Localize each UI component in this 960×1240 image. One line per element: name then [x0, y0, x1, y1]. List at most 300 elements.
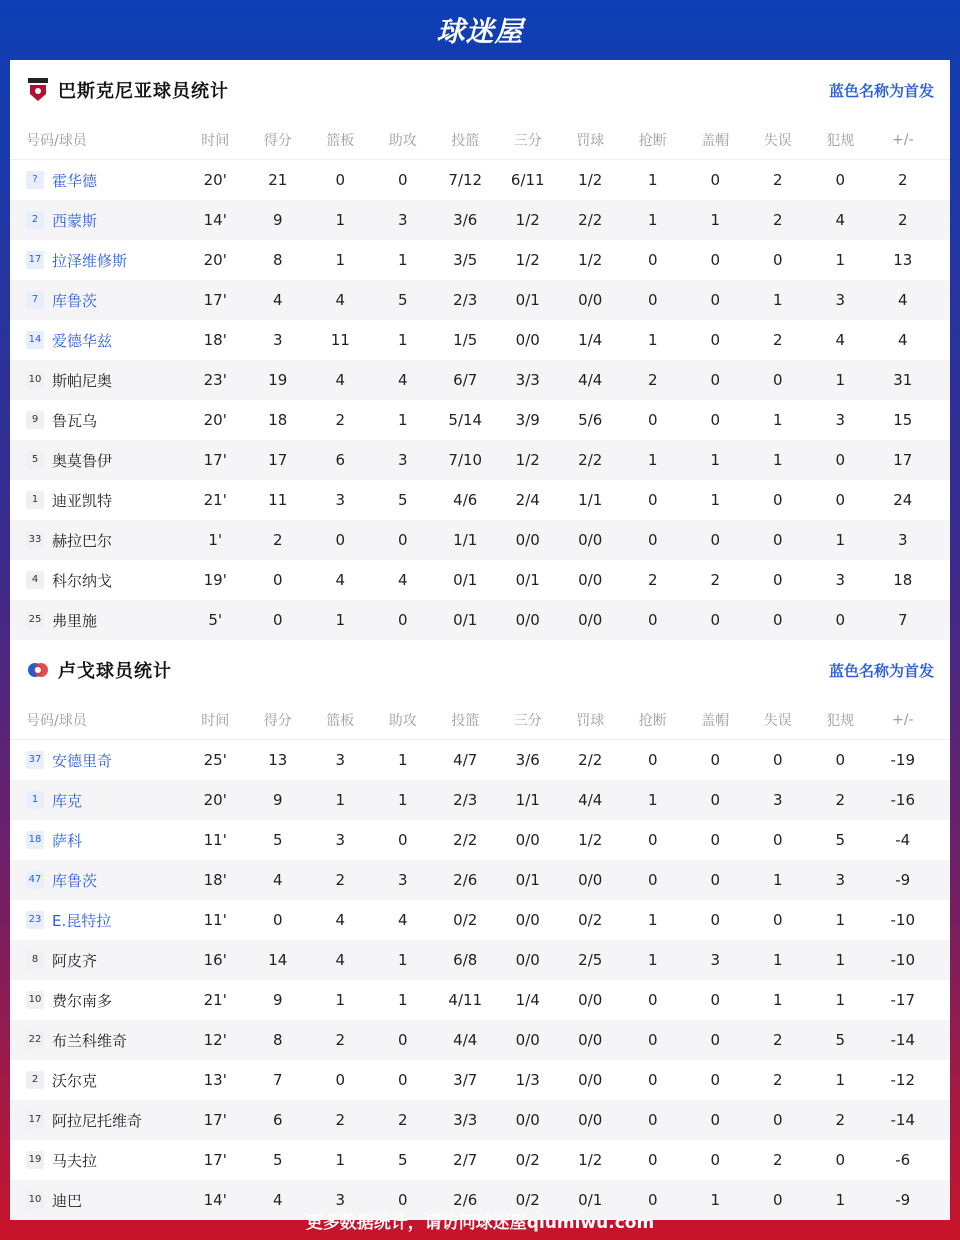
stat-cell: 3 — [335, 491, 346, 509]
stat-cell: 0 — [772, 831, 783, 849]
stat-cell: 0/1 — [515, 571, 540, 589]
stat-cell: 0 — [772, 531, 783, 549]
stat-cell: 0 — [710, 531, 721, 549]
stat-cell: 0 — [835, 491, 846, 509]
table-row[interactable] — [10, 740, 950, 780]
table-row[interactable] — [10, 600, 950, 640]
player-name[interactable]: 迪亚凯特 — [52, 491, 113, 510]
stat-cell: 4 — [272, 291, 283, 309]
jersey-number: 1 — [26, 791, 44, 809]
stat-cell: 14' — [203, 1191, 227, 1209]
stat-cell: -10 — [890, 951, 915, 969]
player-cell — [10, 170, 184, 191]
jersey-number: 19 — [26, 1151, 44, 1169]
stat-cell: 12' — [203, 1031, 227, 1049]
stat-cell: 0 — [397, 1031, 408, 1049]
stat-cell: 2/6 — [453, 1191, 478, 1209]
stat-cell: 0 — [772, 911, 783, 929]
stat-cell: 1/3 — [515, 1071, 540, 1089]
player-name[interactable]: 库鲁茨 — [52, 291, 98, 310]
stat-cell: 0 — [710, 1071, 721, 1089]
jersey-number: 2 — [26, 211, 44, 229]
stat-cell: 3 — [335, 1191, 346, 1209]
player-cell — [10, 830, 184, 851]
player-name[interactable]: 费尔南多 — [52, 991, 113, 1010]
stat-cell: 3 — [272, 331, 283, 349]
section-header — [10, 60, 950, 120]
stat-cell: 0 — [647, 871, 658, 889]
stat-cell: 0 — [647, 491, 658, 509]
jersey-number: 33 — [26, 531, 44, 549]
table-row[interactable] — [10, 280, 950, 320]
stat-cell: 0 — [647, 291, 658, 309]
stat-cell: 18' — [203, 331, 227, 349]
jersey-number: 4 — [26, 571, 44, 589]
stat-cell: 0 — [647, 1191, 658, 1209]
jersey-number: 7 — [26, 291, 44, 309]
stat-cell: 4 — [272, 1191, 283, 1209]
column-header: 号码/球员 — [26, 132, 87, 149]
stat-cell: 4 — [835, 331, 846, 349]
stat-cell: 2 — [772, 211, 783, 229]
stat-cell: 19 — [268, 371, 288, 389]
stat-cell: 1 — [772, 291, 783, 309]
stat-cell: 0/0 — [578, 531, 603, 549]
stat-cell: 3 — [397, 211, 408, 229]
stat-cell: 1 — [772, 871, 783, 889]
stat-cell: 0 — [647, 751, 658, 769]
column-header: 助攻 — [388, 132, 417, 149]
stat-cell: 0 — [772, 571, 783, 589]
stat-cell: 11' — [203, 831, 227, 849]
player-name[interactable]: 沃尔克 — [52, 1071, 98, 1090]
column-header: 三分 — [513, 132, 542, 149]
stat-cell: 3 — [397, 871, 408, 889]
stat-cell: 7/12 — [448, 171, 483, 189]
stat-cell: 0/0 — [578, 571, 603, 589]
stat-cell: -17 — [890, 991, 915, 1009]
stat-cell: 20' — [203, 791, 227, 809]
stat-cell: 0 — [835, 171, 846, 189]
stat-cell: 20' — [203, 411, 227, 429]
stat-cell: 1 — [397, 751, 408, 769]
stat-cell: 6 — [335, 451, 346, 469]
player-name[interactable]: 安德里奇 — [52, 751, 113, 770]
jersey-number: 8 — [26, 951, 44, 969]
jersey-number: 17 — [26, 1111, 44, 1129]
stat-cell: 6/8 — [453, 951, 478, 969]
stat-cell: 19' — [203, 571, 227, 589]
starter-note: 蓝色名称为首发 — [828, 81, 934, 100]
player-table — [10, 740, 950, 1220]
stat-cell: 0 — [710, 1111, 721, 1129]
stat-cell: 4/6 — [453, 491, 478, 509]
stat-cell: 0 — [710, 871, 721, 889]
stat-cell: 1 — [835, 991, 846, 1009]
player-name[interactable]: 爱德华兹 — [52, 331, 113, 350]
stat-cell: -16 — [890, 791, 915, 809]
stat-cell: 1 — [835, 911, 846, 929]
stat-cell: 1/2 — [515, 251, 540, 269]
table-row[interactable] — [10, 520, 950, 560]
stat-cell: -12 — [890, 1071, 915, 1089]
stat-cell: 8 — [272, 1031, 283, 1049]
stat-cell: 4 — [335, 571, 346, 589]
stat-cell: 1/1 — [578, 491, 603, 509]
stat-cell: 0/0 — [515, 911, 540, 929]
stat-cell: 0/1 — [453, 611, 478, 629]
stat-cell: -14 — [890, 1031, 915, 1049]
stat-cell: 3 — [772, 791, 783, 809]
baskonia-logo-icon — [26, 78, 50, 102]
column-header: 得分 — [263, 712, 292, 729]
stat-cell: 0 — [772, 1111, 783, 1129]
stat-cell: 0/0 — [515, 531, 540, 549]
stat-cell: 1 — [772, 411, 783, 429]
player-name[interactable]: 马夫拉 — [52, 1151, 98, 1170]
stat-cell: 2 — [835, 791, 846, 809]
table-row[interactable] — [10, 940, 950, 980]
stat-cell: 0/2 — [453, 911, 478, 929]
stat-cell: 3/6 — [515, 751, 540, 769]
stat-cell: 1 — [335, 1151, 346, 1169]
stat-cell: 0 — [710, 411, 721, 429]
table-row[interactable] — [10, 440, 950, 480]
stat-cell: 7/10 — [448, 451, 483, 469]
stat-cell: 0 — [710, 991, 721, 1009]
column-header: 失误 — [763, 712, 792, 729]
stat-cell: 0 — [647, 411, 658, 429]
player-name[interactable]: 迪巴 — [52, 1191, 83, 1210]
stat-cell: 4 — [397, 911, 408, 929]
stat-cell: 5 — [397, 1151, 408, 1169]
stat-cell: 1 — [647, 211, 658, 229]
stat-cell: 18 — [268, 411, 288, 429]
player-name[interactable]: 奥莫鲁伊 — [52, 451, 113, 470]
stat-cell: 4 — [835, 211, 846, 229]
table-row[interactable] — [10, 160, 950, 200]
stat-cell: -9 — [895, 1191, 911, 1209]
stat-cell: 0 — [647, 531, 658, 549]
stat-cell: 1 — [772, 451, 783, 469]
jersey-number: 37 — [26, 751, 44, 769]
jersey-number: 18 — [26, 831, 44, 849]
stat-cell: 2/2 — [578, 451, 603, 469]
stat-cell: 18 — [893, 571, 913, 589]
player-cell — [10, 1030, 184, 1051]
stat-cell: 6/11 — [510, 171, 545, 189]
stat-cell: 4 — [335, 951, 346, 969]
table-row[interactable] — [10, 860, 950, 900]
stat-cell: 0 — [772, 611, 783, 629]
column-header: 助攻 — [388, 712, 417, 729]
stat-cell: 0 — [272, 611, 283, 629]
stat-cell: 1 — [772, 951, 783, 969]
stat-cell: 1 — [335, 611, 346, 629]
table-row[interactable] — [10, 820, 950, 860]
stat-cell: 4 — [397, 371, 408, 389]
stat-cell: 11 — [330, 331, 350, 349]
player-name[interactable]: 西蒙斯 — [52, 211, 98, 230]
stat-cell: 1 — [335, 211, 346, 229]
player-name[interactable]: 斯帕尼奥 — [52, 371, 113, 390]
stat-cell: 9 — [272, 211, 283, 229]
stat-cell: 17 — [268, 451, 288, 469]
stat-cell: 1 — [647, 171, 658, 189]
stat-cell: 0 — [647, 251, 658, 269]
player-table — [10, 160, 950, 640]
stat-cell: 2 — [335, 411, 346, 429]
table-row[interactable] — [10, 200, 950, 240]
team-section — [10, 60, 950, 640]
jersey-number: 47 — [26, 871, 44, 889]
stat-cell: 0 — [772, 371, 783, 389]
stat-cell: 17' — [203, 291, 227, 309]
section-header — [10, 640, 950, 700]
stat-cell: 0/1 — [578, 1191, 603, 1209]
stat-cell: 0 — [710, 1151, 721, 1169]
stat-cell: 3 — [835, 571, 846, 589]
stat-cell: 4 — [335, 911, 346, 929]
stat-cell: 15 — [893, 411, 913, 429]
stat-cell: 0/0 — [578, 871, 603, 889]
table-row[interactable] — [10, 480, 950, 520]
player-name[interactable]: 科尔纳戈 — [52, 571, 113, 590]
stat-cell: 2/3 — [453, 291, 478, 309]
player-name[interactable]: 阿拉尼托维奇 — [52, 1111, 143, 1130]
player-cell — [10, 750, 184, 771]
stat-cell: 0 — [397, 1071, 408, 1089]
player-name[interactable]: 萨科 — [52, 831, 83, 850]
column-header: 时间 — [201, 132, 230, 149]
player-name[interactable]: 霍华德 — [52, 171, 98, 190]
stat-cell: 17' — [203, 451, 227, 469]
stat-cell: 3 — [335, 831, 346, 849]
column-header: 盖帽 — [701, 132, 730, 149]
stat-cell: 1 — [397, 791, 408, 809]
stat-cell: 1 — [397, 951, 408, 969]
column-header: 三分 — [513, 712, 542, 729]
player-name[interactable]: 库克 — [52, 791, 83, 810]
stat-cell: 1 — [772, 991, 783, 1009]
brand-logo: 球迷屋 — [436, 15, 524, 48]
stat-cell: 17' — [203, 1111, 227, 1129]
jersey-number: 17 — [26, 251, 44, 269]
stat-cell: 3 — [835, 411, 846, 429]
stat-cell: 0 — [335, 1071, 346, 1089]
stat-cell: 9 — [272, 991, 283, 1009]
jersey-number: 25 — [26, 611, 44, 629]
player-cell — [10, 870, 184, 891]
column-header: +/- — [892, 711, 914, 728]
stat-cell: 20' — [203, 251, 227, 269]
stat-cell: 2/6 — [453, 871, 478, 889]
stat-cell: 31 — [893, 371, 913, 389]
column-header: 抢断 — [638, 132, 667, 149]
stat-cell: 0 — [772, 1191, 783, 1209]
player-cell — [10, 530, 184, 551]
stat-cell: 0/1 — [515, 871, 540, 889]
player-cell — [10, 210, 184, 231]
stat-cell: 1 — [835, 531, 846, 549]
stat-cell: 1/2 — [578, 171, 603, 189]
table-row[interactable] — [10, 560, 950, 600]
stat-cell: 8 — [272, 251, 283, 269]
stat-cell: 0/0 — [515, 331, 540, 349]
stat-cell: 2/2 — [578, 751, 603, 769]
stat-cell: 17' — [203, 1151, 227, 1169]
jersey-number: 5 — [26, 451, 44, 469]
column-header: 号码/球员 — [26, 712, 87, 729]
table-row[interactable] — [10, 320, 950, 360]
player-name[interactable]: 阿皮齐 — [52, 951, 98, 970]
table-row[interactable] — [10, 360, 950, 400]
stat-cell: 0 — [647, 1031, 658, 1049]
table-row[interactable] — [10, 900, 950, 940]
stat-cell: -4 — [895, 831, 911, 849]
stat-cell: 1 — [647, 451, 658, 469]
stat-cell: 2 — [835, 1111, 846, 1129]
player-cell — [10, 250, 184, 271]
stat-cell: 1/1 — [515, 791, 540, 809]
stat-cell: 2/2 — [578, 211, 603, 229]
table-row[interactable] — [10, 980, 950, 1020]
stat-cell: 0/1 — [453, 571, 478, 589]
table-row[interactable] — [10, 1100, 950, 1140]
stat-cell: 1 — [835, 1071, 846, 1089]
player-cell — [10, 450, 184, 471]
stat-cell: 1 — [710, 451, 721, 469]
player-name[interactable]: 布兰科维奇 — [52, 1031, 128, 1050]
table-row[interactable] — [10, 1020, 950, 1060]
stat-cell: 3/5 — [453, 251, 478, 269]
stat-cell: 1 — [647, 331, 658, 349]
stat-cell: 0 — [647, 831, 658, 849]
stat-cell: 2 — [647, 571, 658, 589]
player-name[interactable]: E.昆特拉 — [52, 911, 112, 930]
stat-cell: 0 — [647, 1071, 658, 1089]
stat-cell: 0 — [272, 911, 283, 929]
stat-cell: 5' — [208, 611, 223, 629]
stat-cell: 21' — [203, 991, 227, 1009]
table-row[interactable] — [10, 1140, 950, 1180]
stat-cell: 4/4 — [453, 1031, 478, 1049]
stat-cell: 2 — [272, 531, 283, 549]
column-header: 得分 — [263, 132, 292, 149]
column-header: 投篮 — [451, 712, 480, 729]
table-header — [10, 700, 950, 740]
stat-cell: 23' — [203, 371, 227, 389]
stat-cell: 3/3 — [453, 1111, 478, 1129]
player-cell — [10, 950, 184, 971]
stat-cell: 2 — [772, 1071, 783, 1089]
team-section — [10, 640, 950, 1220]
player-name[interactable]: 弗里施 — [52, 611, 98, 630]
table-row[interactable] — [10, 240, 950, 280]
stat-cell: -14 — [890, 1111, 915, 1129]
stat-cell: 2/5 — [578, 951, 603, 969]
player-cell — [10, 290, 184, 311]
team-title: 卢戈球员统计 — [58, 661, 172, 682]
column-header: +/- — [892, 131, 914, 148]
column-header: 篮板 — [326, 712, 355, 729]
jersey-number: 23 — [26, 911, 44, 929]
column-header: 失误 — [763, 132, 792, 149]
stat-cell: 0 — [397, 611, 408, 629]
stat-cell: 0/0 — [578, 991, 603, 1009]
stat-cell: 5 — [397, 491, 408, 509]
stat-cell: 4 — [272, 871, 283, 889]
player-name[interactable]: 赫拉巴尔 — [52, 531, 113, 550]
stat-cell: 5/6 — [578, 411, 603, 429]
stat-cell: 1/1 — [453, 531, 478, 549]
stat-cell: 1 — [397, 411, 408, 429]
stat-cell: 2/2 — [453, 831, 478, 849]
table-row[interactable] — [10, 400, 950, 440]
stat-cell: 20' — [203, 171, 227, 189]
player-name[interactable]: 库鲁茨 — [52, 871, 98, 890]
stat-cell: 21' — [203, 491, 227, 509]
stat-cell: 0 — [772, 751, 783, 769]
stat-cell: 13 — [268, 751, 288, 769]
stat-cell: 0/0 — [578, 1071, 603, 1089]
stat-cell: 4/11 — [448, 991, 483, 1009]
stat-cell: 0/0 — [515, 951, 540, 969]
stat-cell: 0 — [710, 611, 721, 629]
stat-cell: 1 — [710, 1191, 721, 1209]
stat-cell: 13' — [203, 1071, 227, 1089]
table-row[interactable] — [10, 1060, 950, 1100]
stat-cell: 16' — [203, 951, 227, 969]
stat-cell: -9 — [895, 871, 911, 889]
stat-cell: 1 — [647, 791, 658, 809]
stat-cell: 0/2 — [578, 911, 603, 929]
stat-cell: 25' — [203, 751, 227, 769]
stat-cell: 0 — [647, 1111, 658, 1129]
column-header: 罚球 — [576, 712, 605, 729]
player-cell — [10, 1070, 184, 1091]
stat-cell: 1 — [835, 251, 846, 269]
stat-cell: 1 — [647, 951, 658, 969]
stat-cell: 14' — [203, 211, 227, 229]
stat-cell: 0 — [647, 1151, 658, 1169]
stat-cell: 0/2 — [515, 1151, 540, 1169]
stat-cell: 5/14 — [448, 411, 483, 429]
table-row[interactable] — [10, 780, 950, 820]
stat-cell: 0/0 — [515, 831, 540, 849]
player-name[interactable]: 鲁瓦乌 — [52, 411, 98, 430]
stat-cell: 0 — [397, 171, 408, 189]
stat-cell: -19 — [890, 751, 915, 769]
stat-cell: 0/0 — [578, 1031, 603, 1049]
player-cell — [10, 370, 184, 391]
stat-cell: 1/2 — [515, 451, 540, 469]
stat-cell: 1 — [397, 991, 408, 1009]
section-title — [26, 77, 229, 103]
stat-cell: 1 — [835, 1191, 846, 1209]
stat-cell: 1/5 — [453, 331, 478, 349]
stat-cell: 11' — [203, 911, 227, 929]
player-cell — [10, 410, 184, 431]
stat-cell: 0/0 — [515, 1111, 540, 1129]
stat-cell: 1/2 — [578, 831, 603, 849]
stat-cell: 0 — [335, 531, 346, 549]
starter-note: 蓝色名称为首发 — [828, 661, 934, 680]
player-name[interactable]: 拉泽维修斯 — [52, 251, 128, 270]
stat-cell: 0 — [835, 751, 846, 769]
stat-cell: 0 — [710, 251, 721, 269]
jersey-number: 14 — [26, 331, 44, 349]
